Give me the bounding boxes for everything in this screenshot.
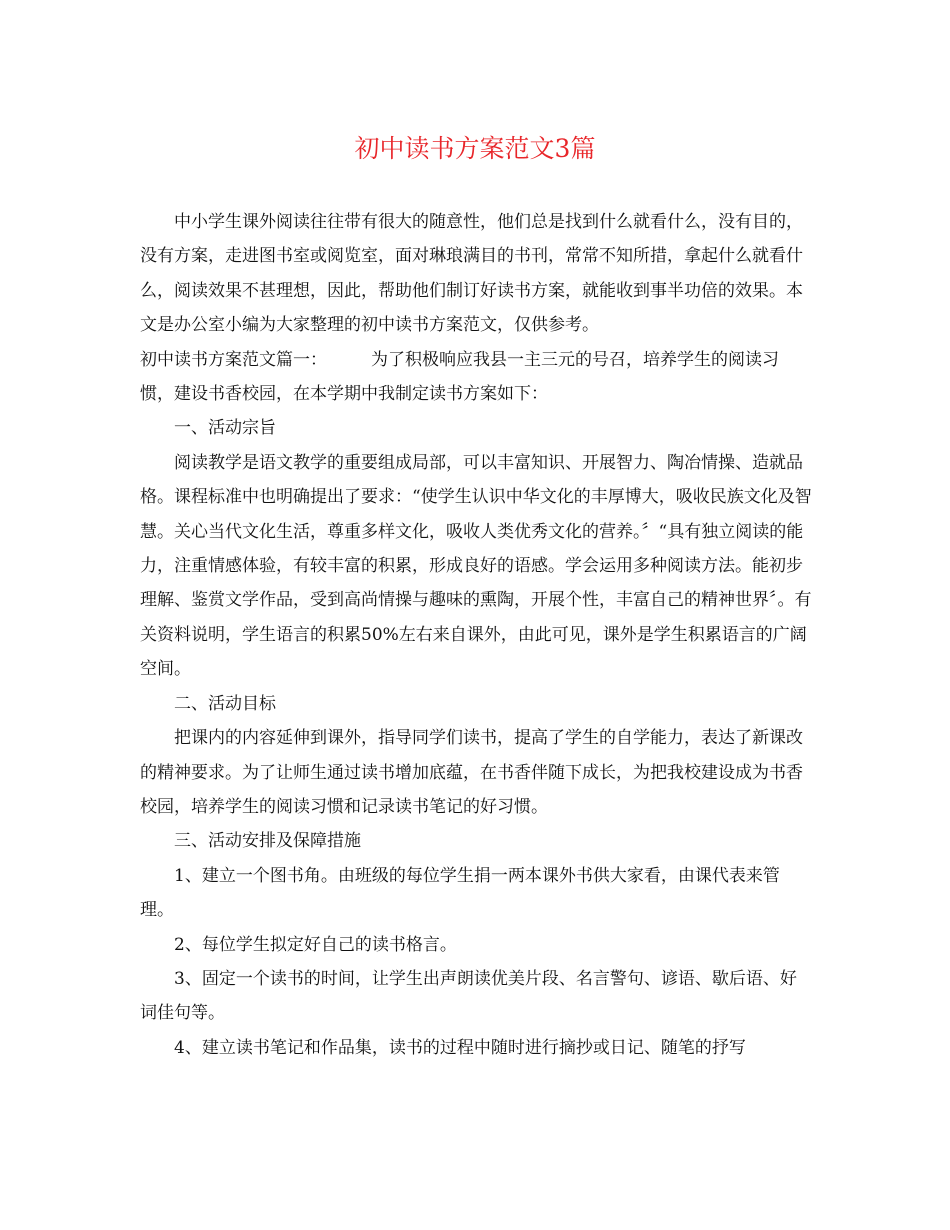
part1-paragraph xyxy=(140,343,812,412)
section2-heading: 二、活动目标 xyxy=(174,693,276,714)
part1-heading: 初中读书方案范文篇一： xyxy=(140,349,327,370)
measure-item: 1、建立一个图书角。由班级的每位学生捐一两本课外书供大家看，由课代表来管理。 xyxy=(140,865,780,921)
document-title: 初中读书方案范文3篇 xyxy=(354,134,596,163)
section1-body: 阅读教学是语文教学的重要组成局部，可以丰富知识、开展智力、陶冶情操、造就品格。课程标准中也明确提出了要求：“使学生认识中华文化的丰厚博大，吸收民族文化及智慧。关心当代文化生活，尊重多样文化，吸收人类优秀文化的营养。〞“具有独立阅读的能力，注重情感体验，有较丰富的积累，形成良好的语感。学会运用多种阅读方法。能初步理解、鉴赏文学作品，受到高尚情操与趣味的熏陶，开展个性，丰富自己的精神世界〞。有关资料说明，学生语言的积累50%左右来自课外，由此可见，课外是学生积累语言的广阔空间。 xyxy=(140,452,812,680)
intro-paragraph: 中小学生课外阅读往往带有很大的随意性，他们总是找到什么就看什么，没有目的，没有方案，走进图书室或阅览室，面对琳琅满目的书刊，常常不知所措，拿起什么就看什么，阅读效果不甚理想，因此，帮助他们制订好读书方案，就能收到事半功倍的效果。本文是办公室小编为大家整理的初中读书方案范文，仅供参考。 xyxy=(140,212,803,336)
measure-item: 2、每位学生拟定好自己的读书格言。 xyxy=(174,934,457,955)
document-body xyxy=(140,205,812,1065)
section3-heading: 三、活动安排及保障措施 xyxy=(174,831,361,852)
section1-heading: 一、活动宗旨 xyxy=(174,418,276,439)
measure-item: 3、固定一个读书的时间，让学生出声朗读优美片段、名言警句、谚语、歇后语、好词佳句等。 xyxy=(140,968,797,1024)
section2-body: 把课内的内容延伸到课外，指导同学们读书，提高了学生的自学能力，表达了新课改的精神要求。为了让师生通过读书增加底蕴，在书香伴随下成长，为把我校建设成为书香校园，培养学生的阅读习惯和记录读书笔记的好习惯。 xyxy=(140,728,803,817)
part1-opening: 为了积极响应我县一主三元的号召，培养学生的阅读习惯，建设书香校园，在本学期中我制定读书方案如下： xyxy=(140,349,779,405)
measure-item: 4、建立读书笔记和作品集，读书的过程中随时进行摘抄或日记、随笔的抒写 xyxy=(174,1037,746,1058)
